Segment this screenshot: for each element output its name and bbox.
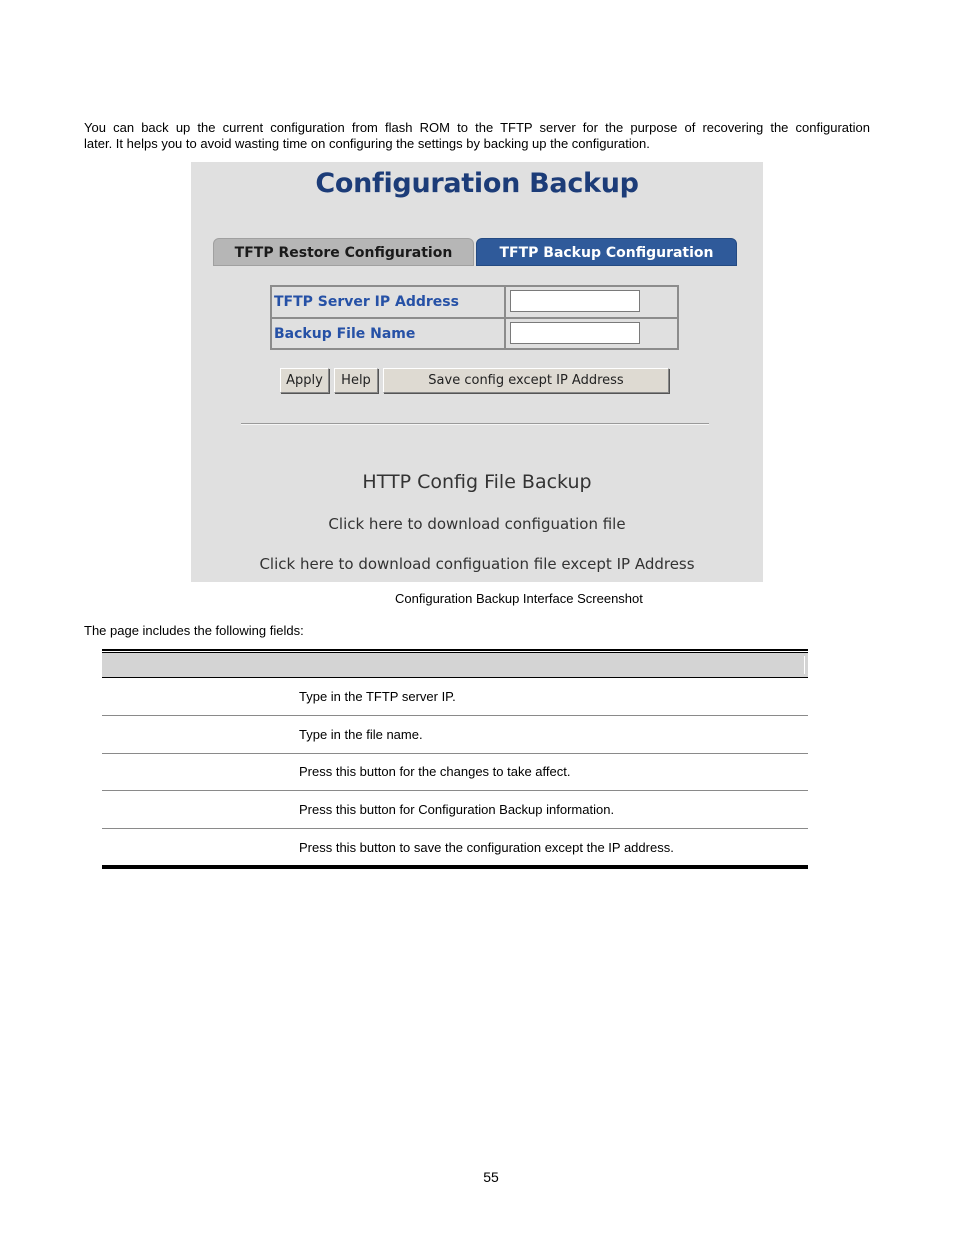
figure-caption: Configuration Backup Interface Screenshot xyxy=(395,591,643,606)
apply-button[interactable]: Apply xyxy=(280,368,329,393)
download-config-link[interactable]: Click here to download configuation file xyxy=(328,515,626,533)
http-backup-title: HTTP Config File Backup xyxy=(362,471,592,493)
table-bottom-rule xyxy=(102,865,808,869)
section-divider xyxy=(241,423,709,425)
intro-line-1: You can back up the current configuration from flash ROM to the TFTP server for the purpose of recovering the configuration xyxy=(84,120,870,135)
table-row xyxy=(102,829,808,867)
form-row-server-ip xyxy=(272,287,677,319)
server-ip-input[interactable] xyxy=(510,290,640,312)
configuration-backup-screenshot xyxy=(191,162,763,582)
form-row-file-name xyxy=(272,319,677,349)
table-row xyxy=(102,791,808,829)
file-name-label: Backup File Name xyxy=(274,319,506,349)
screenshot-title: Configuration Backup xyxy=(315,168,639,199)
table-row xyxy=(102,753,808,791)
row-description: Press this button for Configuration Backup information. xyxy=(299,802,615,817)
page-number: 55 xyxy=(483,1169,499,1185)
fields-intro: The page includes the following fields: xyxy=(84,623,304,638)
table-row xyxy=(102,678,808,716)
intro-line-2: later. It helps you to avoid wasting time on configuring the settings by backing up the configuration. xyxy=(84,136,650,151)
intro-paragraph xyxy=(84,120,870,152)
row-description: Press this button for the changes to take affect. xyxy=(299,764,571,779)
row-description: Type in the TFTP server IP. xyxy=(299,689,456,704)
row-description: Type in the file name. xyxy=(299,727,423,742)
download-config-except-ip-link[interactable]: Click here to download configuation file except IP Address xyxy=(259,555,695,573)
table-header xyxy=(102,652,808,678)
tab-tftp-backup[interactable]: TFTP Backup Configuration xyxy=(476,238,737,266)
help-button[interactable]: Help xyxy=(334,368,378,393)
backup-form-table xyxy=(270,285,679,350)
row-description: Press this button to save the configuration except the IP address. xyxy=(299,840,674,855)
server-ip-label: TFTP Server IP Address xyxy=(274,287,506,317)
table-row xyxy=(102,716,808,754)
save-except-ip-button[interactable]: Save config except IP Address xyxy=(383,368,669,393)
table-top-rule xyxy=(102,649,808,651)
file-name-input[interactable] xyxy=(510,322,640,344)
header-edge xyxy=(804,656,805,674)
tab-tftp-restore[interactable]: TFTP Restore Configuration xyxy=(213,238,474,266)
